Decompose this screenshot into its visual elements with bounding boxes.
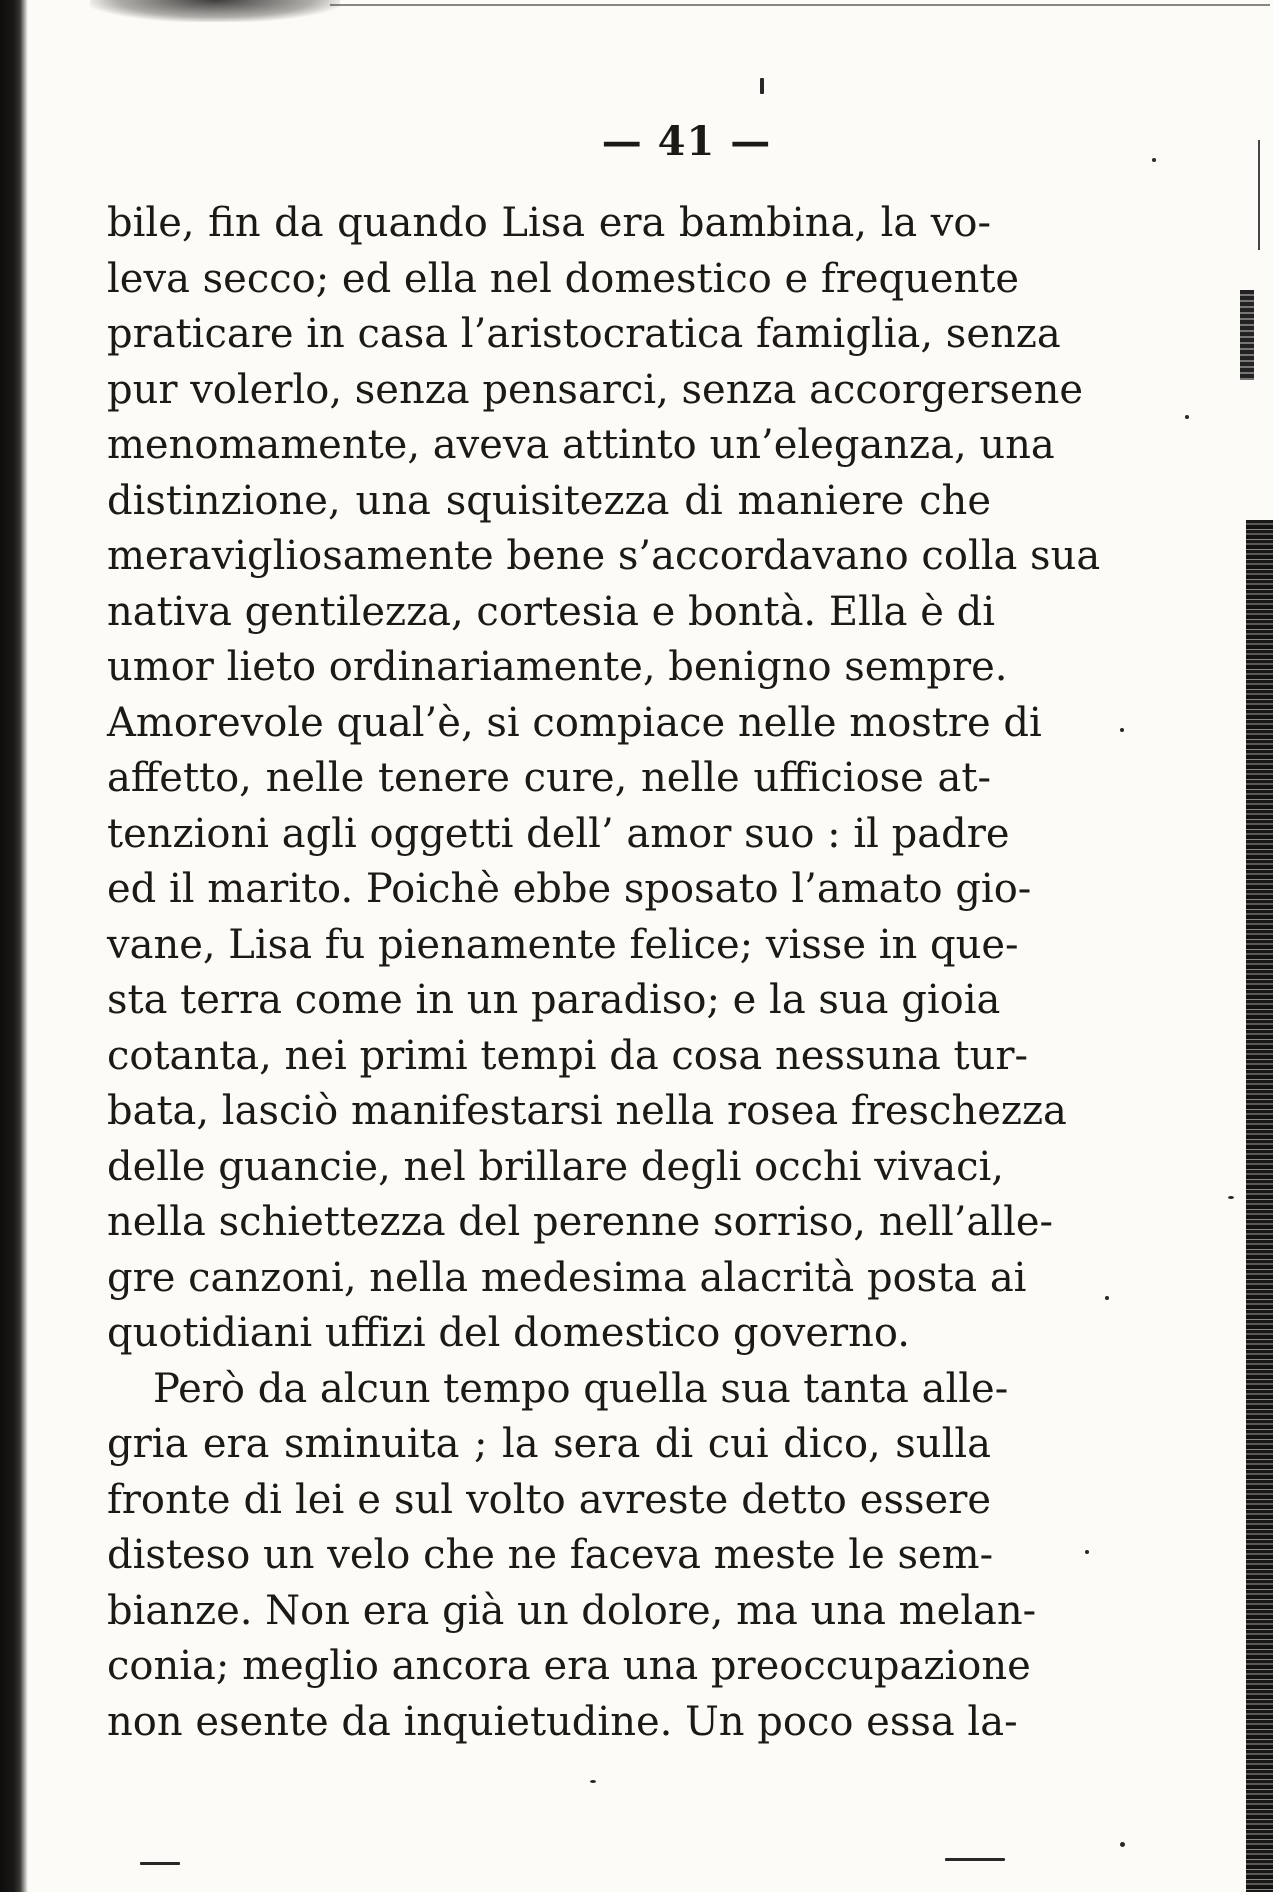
- text-line: menomamente, aveva attinto un’eleganza, una: [107, 422, 1055, 468]
- text-line: quotidiani uffizi del domestico governo.: [107, 1310, 910, 1356]
- ink-speck: [1120, 728, 1124, 732]
- text-line: praticare in casa l’aristocratica famiglia, senza: [107, 311, 1061, 357]
- page-number: — 41 —: [601, 118, 772, 165]
- binding-shadow-right: [1246, 520, 1273, 1892]
- text-line: disteso un velo che ne faceva meste le sem-: [107, 1532, 994, 1578]
- scan-smudge: [945, 1858, 1005, 1861]
- ink-speck: [1105, 1296, 1109, 1300]
- text-line: nella schiettezza del perenne sorriso, nell’alle-: [107, 1199, 1054, 1245]
- text-line: nativa gentilezza, cortesia e bontà. Ella è di: [107, 588, 995, 635]
- ink-speck: [760, 78, 764, 94]
- scan-smudge: [140, 1862, 180, 1865]
- text-line: bianze. Non era già un dolore, ma una melan-: [107, 1587, 1037, 1634]
- text-line: meravigliosamente bene s’accordavano colla sua: [107, 533, 1101, 579]
- text-line: sta terra come in un paradiso; e la sua gioia: [107, 977, 1001, 1023]
- text-line: Però da alcun tempo quella sua tanta alle-: [153, 1365, 1009, 1412]
- scan-edge-top-line: [330, 4, 1270, 6]
- text-line: fronte di lei e sul volto avreste detto essere: [107, 1476, 991, 1523]
- body-text: [107, 196, 1101, 1750]
- ink-speck: [1085, 1550, 1089, 1554]
- text-line: gre canzoni, nella medesima alacrità posta ai: [107, 1254, 1027, 1301]
- ink-speck: [1228, 1196, 1234, 1199]
- text-line: non esente da inquietudine. Un poco essa la-: [107, 1698, 1018, 1745]
- text-line: conia; meglio ancora era una preoccupazione: [107, 1643, 1031, 1689]
- text-line: cotanta, nei primi tempi da cosa nessuna tur-: [107, 1032, 1028, 1079]
- ink-speck: [1120, 1842, 1125, 1847]
- text-line: distinzione, una squisitezza di maniere che: [107, 477, 991, 524]
- text-line: bile, fin da quando Lisa era bambina, la vo-: [107, 200, 991, 246]
- text-line: gria era sminuita ; la sera di cui dico, sulla: [107, 1421, 991, 1467]
- text-line: delle guancie, nel brillare degli occhi vivaci,: [107, 1143, 1005, 1190]
- ink-speck: [590, 1780, 596, 1783]
- text-line: Amorevole qual’è, si compiace nelle mostre di: [107, 699, 1042, 746]
- binding-shadow-left: [0, 0, 28, 1892]
- scan-artifact-right-upper: [1240, 290, 1254, 380]
- text-line: ed il marito. Poichè ebbe sposato l’amato gio-: [107, 866, 1032, 912]
- text-line: umor lieto ordinariamente, benigno sempre.: [107, 644, 1008, 690]
- scan-artifact-top: [90, 0, 340, 22]
- text-line: vane, Lisa fu pienamente felice; visse in que-: [107, 921, 1019, 968]
- text-line: bata, lasciò manifestarsi nella rosea freschezza: [107, 1088, 1067, 1134]
- text-line: leva secco; ed ella nel domestico e frequente: [107, 255, 1020, 302]
- text-line: pur volerlo, senza pensarci, senza accorgersene: [107, 366, 1084, 413]
- text-line: tenzioni agli oggetti dell’ amor suo : il padre: [107, 810, 1010, 857]
- text-line: affetto, nelle tenere cure, nelle ufficiose at-: [107, 755, 991, 801]
- ink-speck: [1185, 415, 1189, 419]
